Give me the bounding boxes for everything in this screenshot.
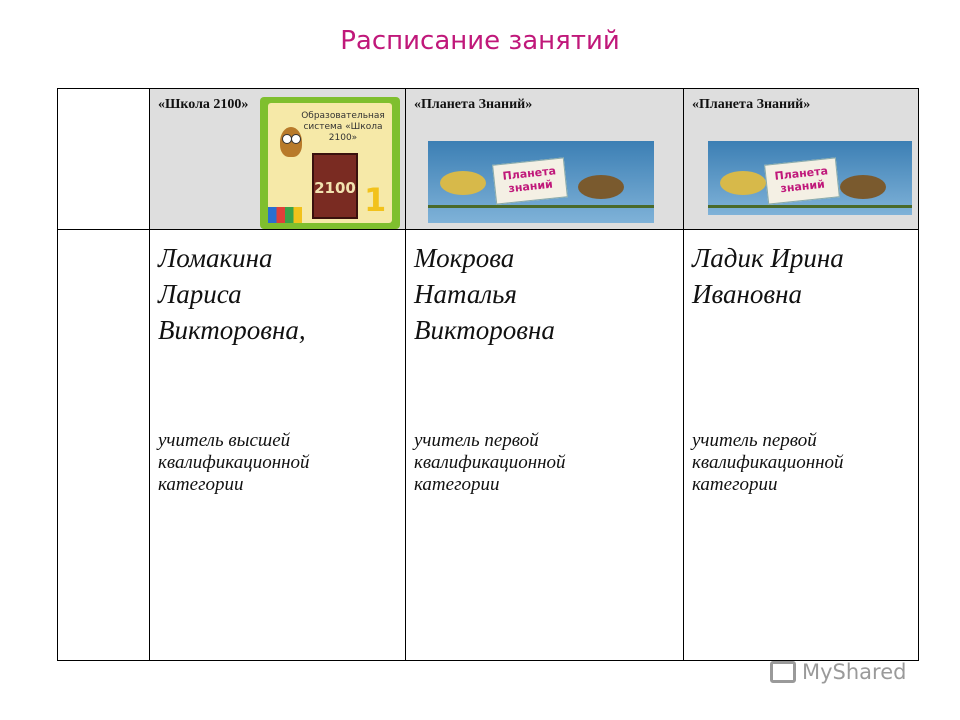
bird-icon xyxy=(578,175,624,199)
branch-decoration xyxy=(708,205,912,208)
program-label: «Планета Знаний» xyxy=(414,97,533,112)
teacher-cell xyxy=(684,230,919,661)
table-header-row xyxy=(58,89,919,230)
owl-icon xyxy=(280,127,302,157)
page-title: Расписание занятий xyxy=(340,26,620,56)
planeta-znaniy-banner xyxy=(708,141,912,215)
number-one-icon: 1 xyxy=(364,181,387,219)
school-2100-logo xyxy=(260,97,400,229)
teacher-cell xyxy=(150,230,406,661)
myshared-watermark xyxy=(770,660,906,684)
row-empty-cell xyxy=(58,230,150,661)
logo-caption: Образовательная система «Школа 2100» xyxy=(301,111,385,143)
books-icon xyxy=(268,207,302,223)
teacher-cell xyxy=(406,230,684,661)
planeta-znaniy-banner xyxy=(428,141,654,223)
program-label: «Планета Знаний» xyxy=(692,97,811,112)
teacher-name: Ладик Ирина Ивановна xyxy=(692,243,844,309)
header-cell-school-2100 xyxy=(150,89,406,230)
table-row xyxy=(58,230,919,661)
presentation-icon xyxy=(770,661,796,683)
header-empty-cell xyxy=(58,89,150,230)
bird-icon xyxy=(840,175,886,199)
banner-caption: Планета знаний xyxy=(773,164,829,196)
header-cell-planeta-1 xyxy=(406,89,684,230)
teacher-qualification: учитель первой квалификационной категории xyxy=(414,430,566,495)
header-cell-planeta-2 xyxy=(684,89,919,230)
teacher-name: Ломакина Лариса Викторовна, xyxy=(158,243,306,345)
bird-icon xyxy=(440,171,486,195)
bird-icon xyxy=(720,171,766,195)
banner-caption: Планета знаний xyxy=(501,164,557,196)
watermark-text: MyShared xyxy=(802,660,907,684)
teacher-qualification: учитель высшей квалификационной категории xyxy=(158,430,310,495)
book-icon: 2100 xyxy=(312,153,358,219)
branch-decoration xyxy=(428,205,654,208)
schedule-table xyxy=(57,88,919,661)
teacher-name: Мокрова Наталья Викторовна xyxy=(414,243,555,345)
teacher-qualification: учитель первой квалификационной категории xyxy=(692,430,844,495)
program-label: «Школа 2100» xyxy=(158,97,249,112)
